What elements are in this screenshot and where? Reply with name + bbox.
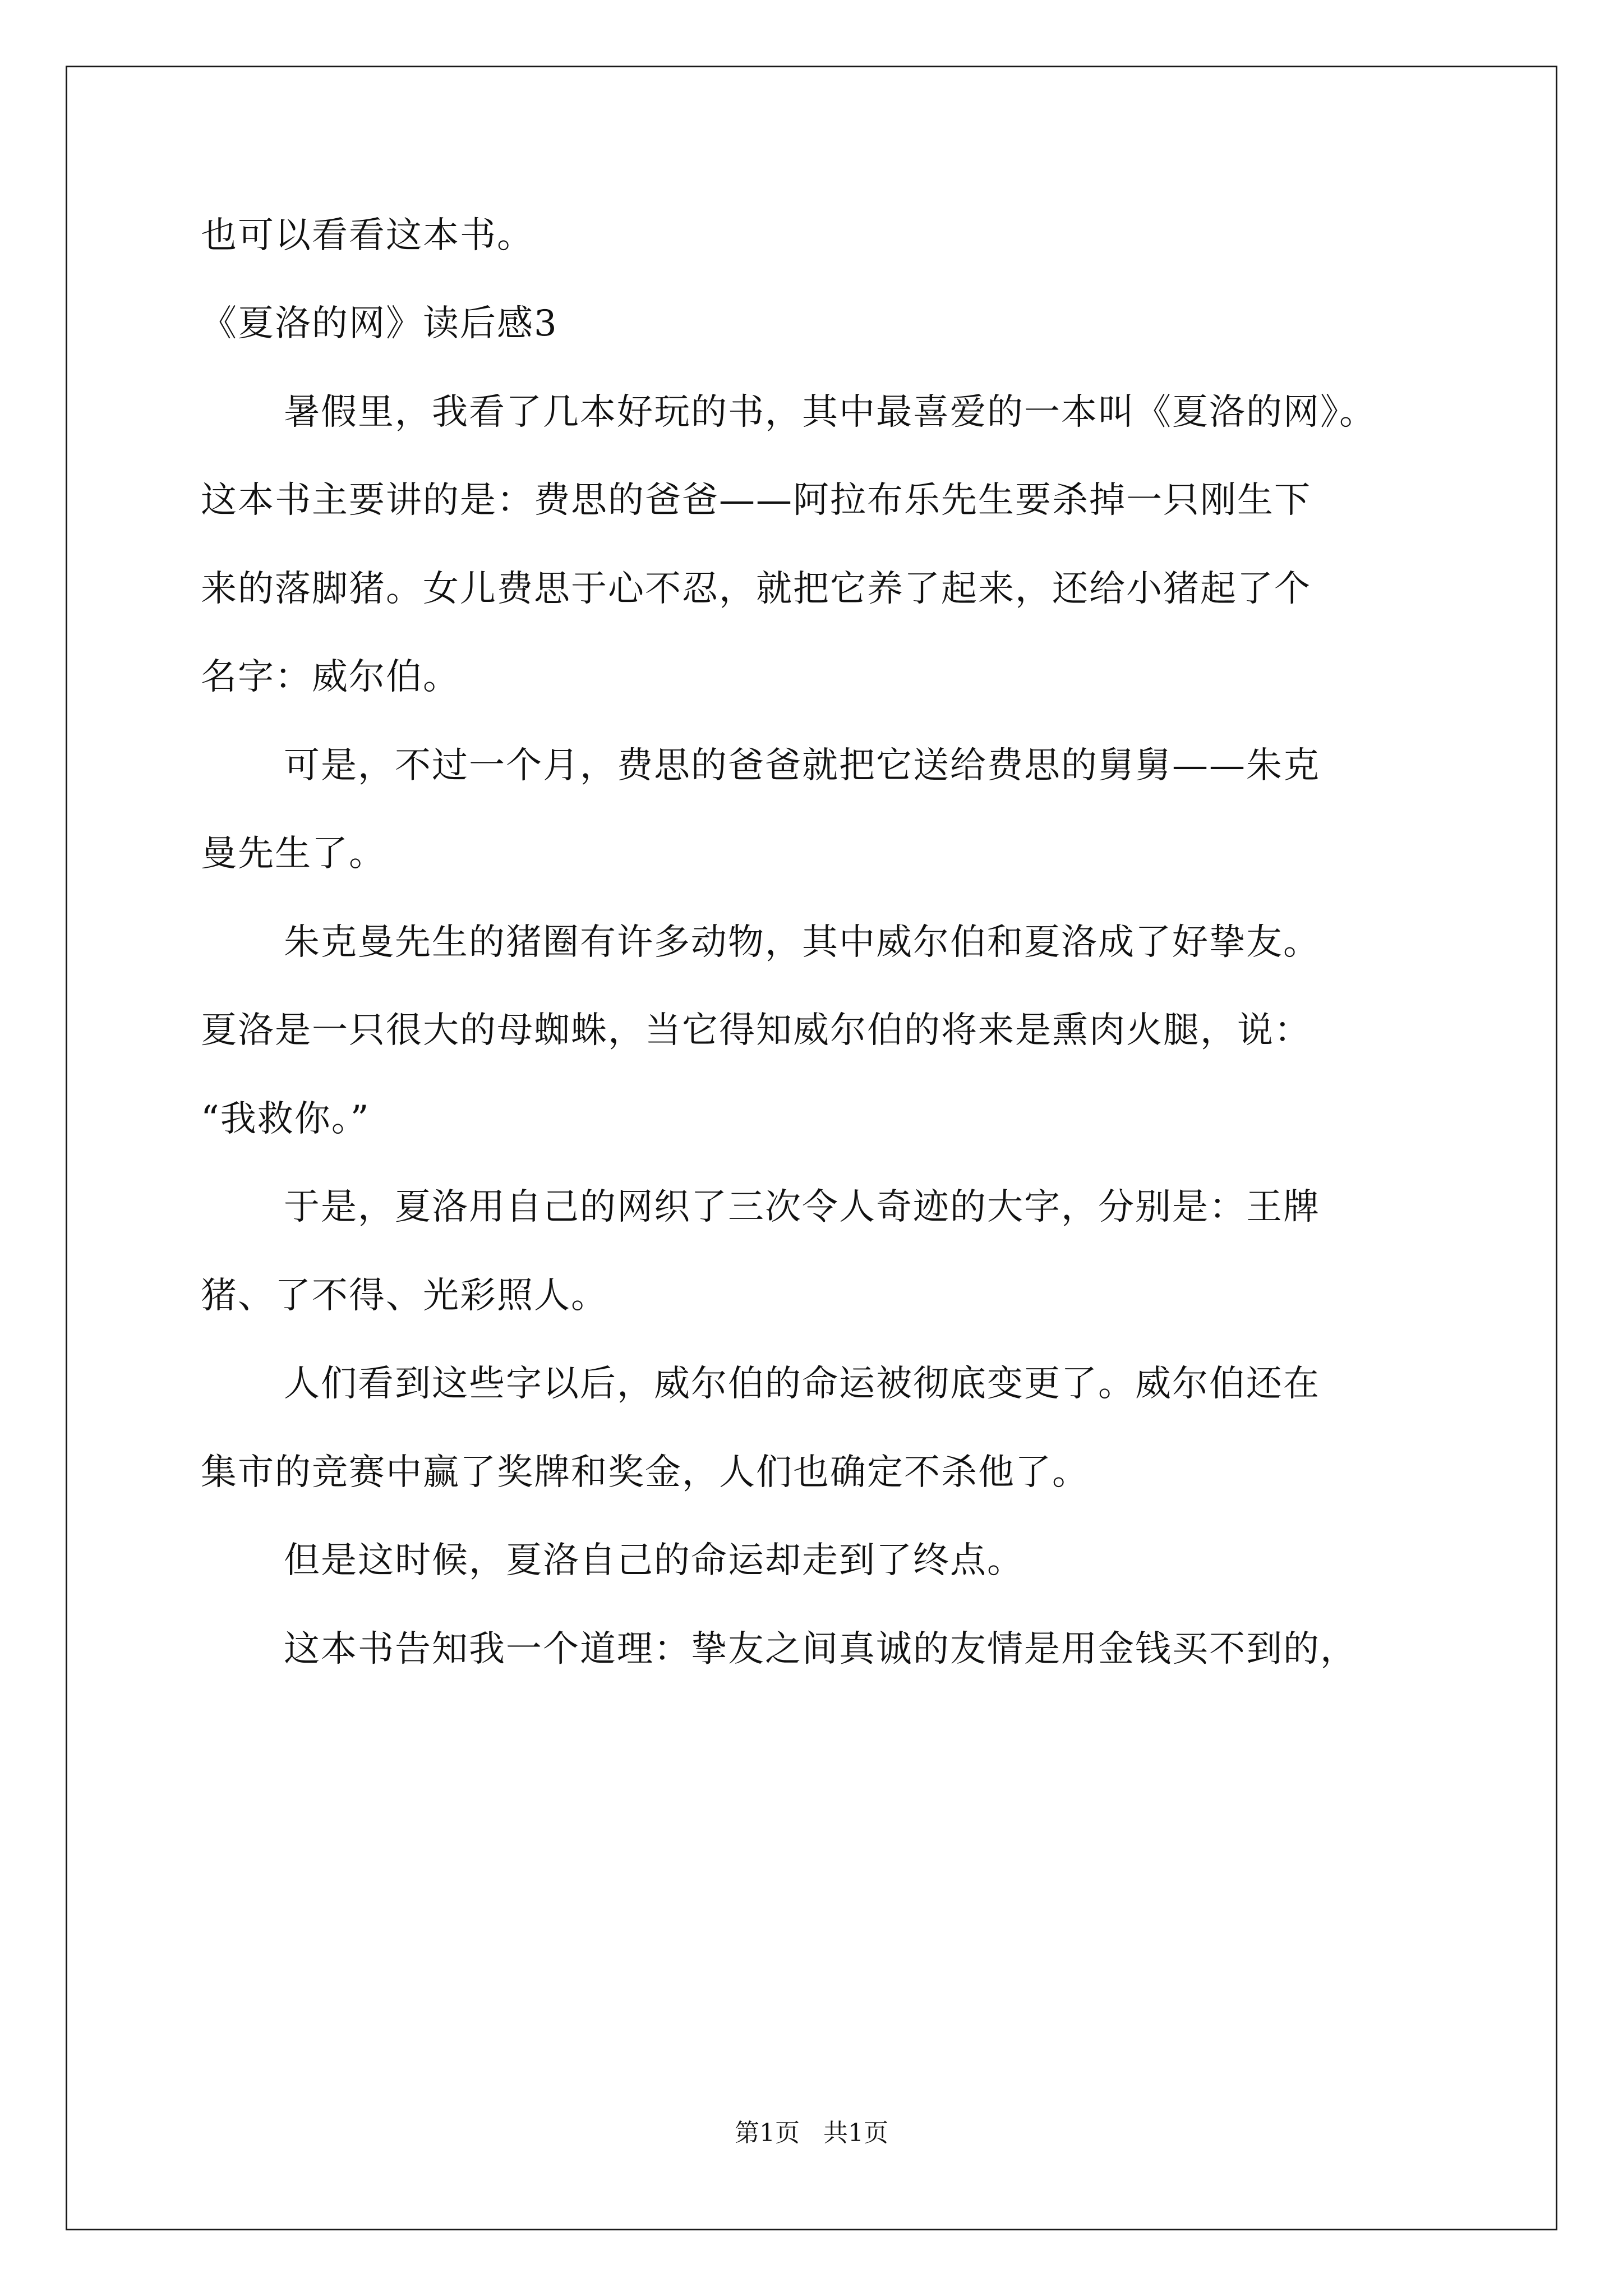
paragraph-line: 这本书主要讲的是：费思的爸爸——阿拉布乐先生要杀掉一只刚生下	[201, 480, 1311, 521]
paragraph-line: 集市的竞赛中赢了奖牌和奖金，人们也确定不杀他了。	[201, 1452, 1089, 1493]
page-number: 第1页	[735, 2119, 800, 2147]
paragraph-line: 人们看到这些字以后，威尔伯的命运被彻底变更了。威尔伯还在	[284, 1363, 1320, 1405]
page-total: 共1页	[823, 2119, 888, 2147]
paragraph-line: “我救你。”	[201, 1098, 370, 1140]
paragraph-line: 可是，不过一个月，费思的爸爸就把它送给费思的舅舅——朱克	[284, 745, 1320, 786]
paragraph-line: 夏洛是一只很大的母蜘蛛，当它得知威尔伯的将来是熏肉火腿，说：	[201, 1010, 1311, 1051]
paragraph-line: 朱克曼先生的猪圈有许多动物，其中威尔伯和夏洛成了好挚友。	[284, 922, 1320, 963]
paragraph-line: 猪、了不得、光彩照人。	[201, 1275, 608, 1317]
text-line: 也可以看看这本书。	[201, 215, 534, 256]
paragraph-line: 曼先生了。	[201, 833, 386, 875]
paragraph-line: 于是，夏洛用自己的网织了三次令人奇迹的大字，分别是：王牌	[284, 1186, 1320, 1228]
paragraph-line: 但是这时候，夏洛自己的命运却走到了终点。	[284, 1540, 1024, 1581]
paragraph-line: 这本书告知我一个道理：挚友之间真诚的友情是用金钱买不到的，	[284, 1628, 1357, 1670]
paragraph-line: 名字：威尔伯。	[201, 656, 460, 698]
paragraph-line: 暑假里，我看了几本好玩的书，其中最喜爱的一本叫《夏洛的网》。	[284, 392, 1376, 433]
page-footer	[0, 2118, 1623, 2149]
paragraph-line: 来的落脚猪。女儿费思于心不忍，就把它养了起来，还给小猪起了个	[201, 568, 1311, 610]
section-title: 《夏洛的网》读后感3	[201, 303, 558, 344]
